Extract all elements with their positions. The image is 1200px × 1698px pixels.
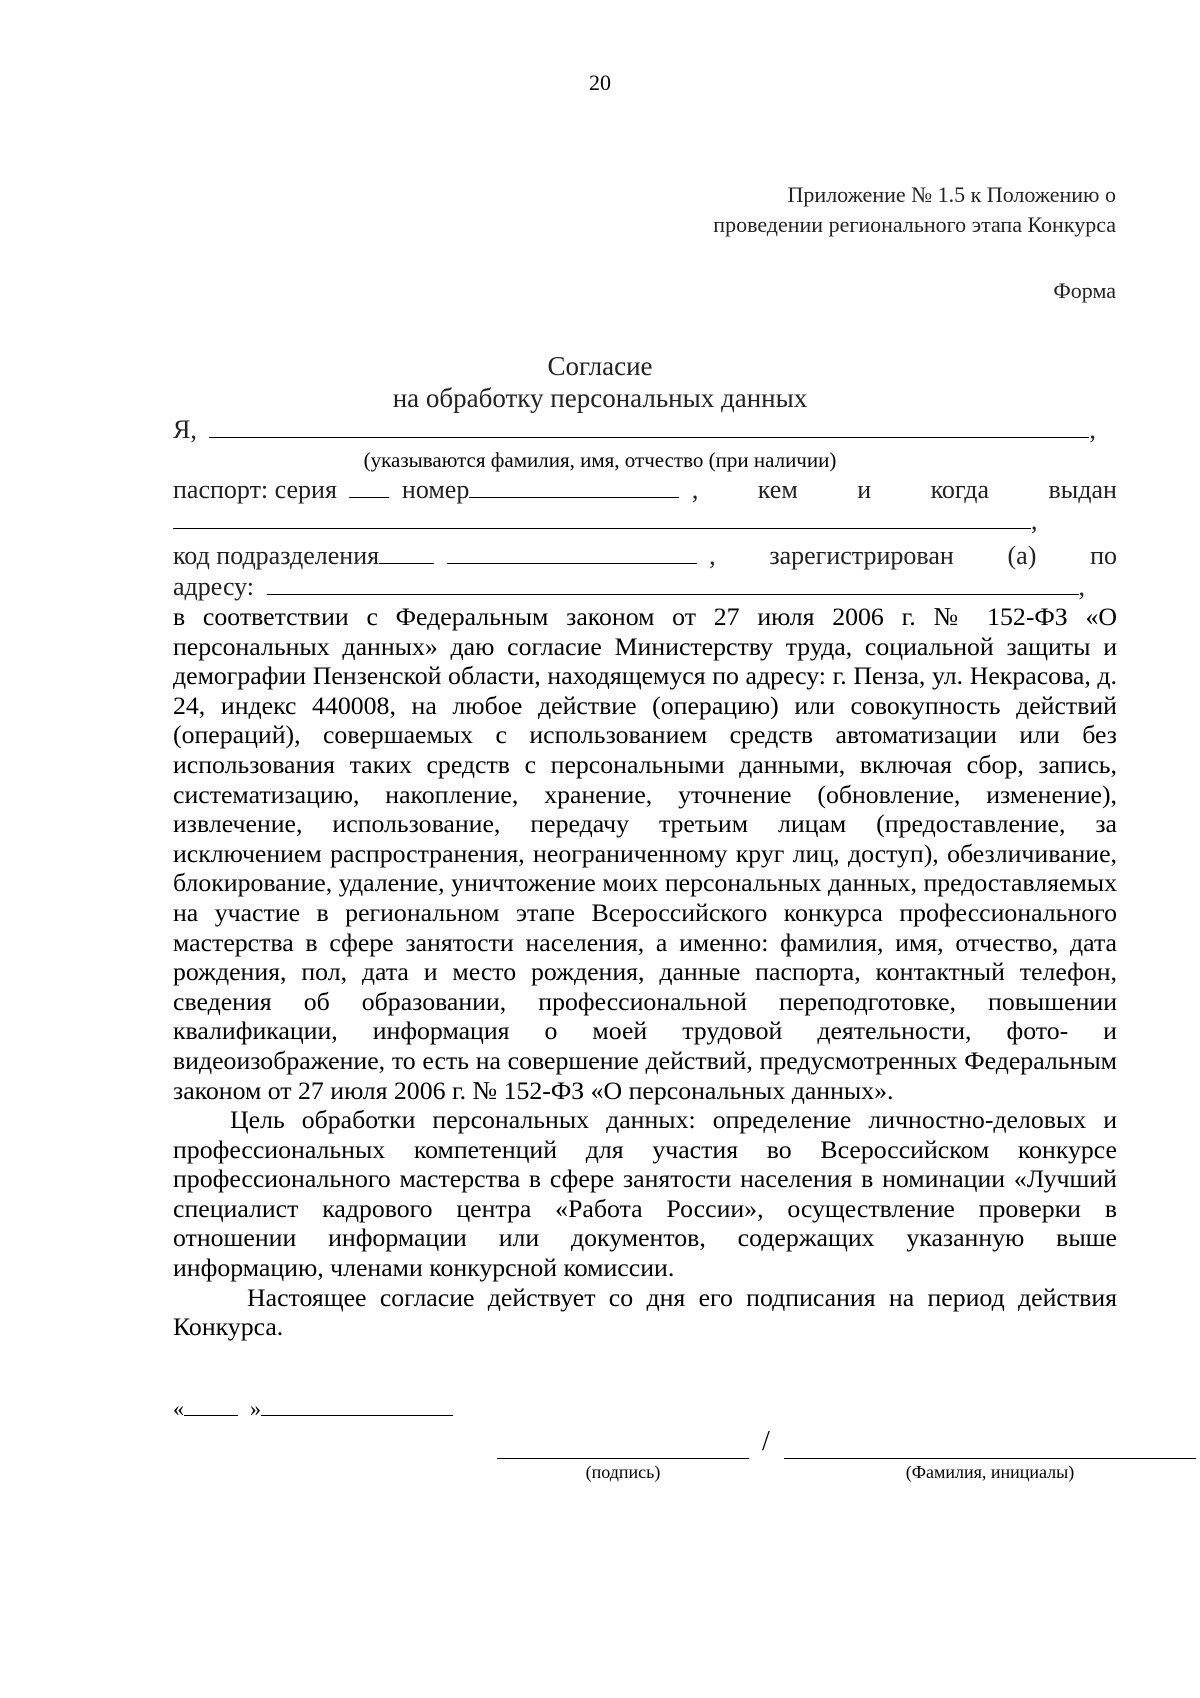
name-initials-blank[interactable] — [784, 1430, 1196, 1459]
title-line-1: Согласие — [547, 351, 653, 381]
division-row — [173, 540, 1117, 572]
form-label: Форма — [1053, 278, 1116, 303]
appendix-line-2: проведении регионального этапа Конкурса — [713, 212, 1116, 237]
consent-paragraph-1: в соответствии с Федеральным законом от 27 июля 2006 г. № 152-ФЗ «О персональных данных» даю согласие Министерству труда, социальной защиты и демографии Пензенской области, находящемуся по адресу: г. Пенза, ул. Некрасова, д. 24, индекс 440008, на любое действие (операцию) или совокупность действий (операций), совершаемых с использованием средств автоматизации или без использования таких средств с персональными данными, включая сбор, запись, систематизацию, накопление, хранение, уточнение (обновление, изменение), извлечение, использование, передачу третьим лицам (предоставление, за исключением распространения, неограниченному круг лиц, доступ), обезличивание, блокирование, удаление, уничтожение моих персональных данных, предоставляемых на участие в региональном этапе Всероссийского конкурса профессионального мастерства в сфере занятости населения, а именно: фамилия, имя, отчество, дата рождения, пол, дата и место рождения, данные паспорта, контактный телефон, сведения об образовании, профессиональной переподготовке, повышении квалификации, информация о моей трудовой деятельности, фото- и видеоизображение, то есть на совершение действий, предусмотренных Федеральным законом от 27 июля 2006 г. № 152-ФЗ «О персональных данных». — [173, 602, 1117, 1105]
division-code-blank-2[interactable] — [447, 563, 697, 564]
date-month-year-blank[interactable] — [261, 1415, 453, 1416]
issued-by-label: кем — [757, 475, 798, 504]
address-blank[interactable] — [267, 594, 1079, 595]
name-initials-caption: (Фамилия, инициалы) — [905, 1462, 1075, 1482]
passport-number-label: номер — [401, 475, 470, 504]
division-comma: , — [709, 541, 716, 570]
appendix-reference — [656, 180, 1116, 240]
document-title — [0, 350, 1200, 414]
consent-paragraph-2: Цель обработки персональных данных: определение личностно-деловых и профессиональных компетенций для участия во Всероссийском конкурсе профессионального мастерства в сфере занятости населения в номинации «Лучший специалист кадрового центра «Работа России», осуществление проверки в отношении информации или документов, содержащих указанную выше информацию, членами конкурсной комиссии. — [173, 1105, 1117, 1283]
date-open-quote: « — [173, 1396, 184, 1421]
signature-blank[interactable] — [497, 1430, 749, 1459]
division-code-blank-1[interactable] — [379, 563, 434, 564]
title-line-2: на обработку персональных данных — [392, 383, 808, 413]
date-line — [173, 1396, 453, 1422]
fio-comma: , — [1089, 415, 1096, 444]
address-comma: , — [1078, 572, 1086, 601]
consent-paragraph-3: Настоящее согласие действует со дня его подписания на период действия Конкурса. — [173, 1282, 1117, 1342]
po-label: по — [1090, 541, 1117, 570]
and-label: и — [857, 475, 872, 504]
issued-label: выдан — [1048, 475, 1117, 504]
fio-row — [173, 414, 1117, 446]
passport-comma: , — [691, 475, 699, 504]
issuer-blank[interactable] — [173, 528, 1031, 529]
date-day-blank[interactable] — [184, 1415, 238, 1416]
fio-blank[interactable] — [209, 437, 1089, 438]
issuer-comma: , — [1031, 506, 1038, 535]
date-close-quote: » — [250, 1396, 261, 1421]
registered-label: зарегистрирован — [769, 541, 954, 570]
when-label: когда — [930, 475, 990, 504]
passport-number-blank[interactable] — [469, 497, 679, 498]
address-label: адресу: — [173, 572, 255, 601]
passport-row — [173, 474, 1117, 506]
page-number: 20 — [589, 70, 611, 95]
fio-caption: (указываются фамилия, имя, отчество (при наличии) — [363, 448, 837, 472]
signature-slash: / — [762, 1426, 770, 1457]
appendix-line-1: Приложение № 1.5 к Положению о — [787, 182, 1116, 207]
passport-series-blank[interactable] — [349, 497, 389, 498]
signature-caption: (подпись) — [585, 1462, 661, 1482]
i-label: Я, — [173, 415, 197, 444]
passport-series-label: паспорт: серия — [173, 475, 337, 504]
registered-a-label: (а) — [1007, 541, 1037, 570]
consent-body — [173, 602, 1117, 1342]
division-code-label: код подразделения — [173, 541, 380, 570]
issuer-row — [173, 505, 1117, 537]
address-row — [173, 571, 1117, 603]
